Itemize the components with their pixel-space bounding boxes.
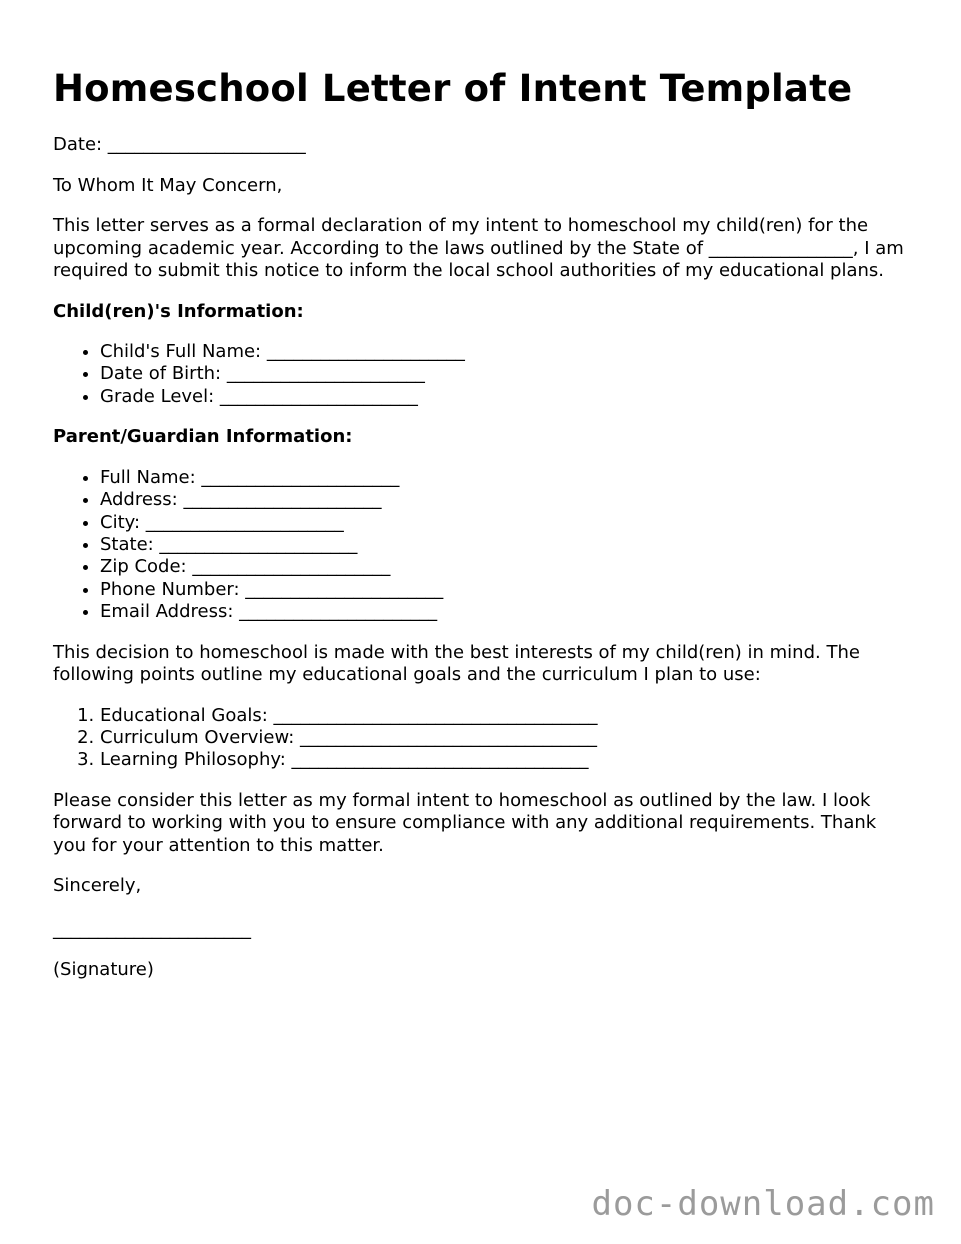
list-item-full-name: • Full Name: ______________________: [100, 467, 913, 489]
list-item-phone-number: • Phone Number: ______________________: [100, 579, 913, 601]
date-line: Date: ______________________: [53, 134, 306, 155]
signature-label: (Signature): [53, 959, 154, 981]
decision-paragraph: This decision to homeschool is made with the best interests of my child(ren) in mind. The following points outline my educational goals and the curriculum I plan to use:: [53, 641, 860, 686]
list-item-email-address: • Email Address: ______________________: [100, 601, 913, 623]
signature-line: ______________________: [53, 918, 251, 940]
document-title: Homeschool Letter of Intent Template: [53, 67, 853, 110]
parent-info-heading: Parent/Guardian Information:: [53, 426, 353, 448]
letter-document: [53, 64, 913, 1000]
list-item-curriculum-overview: 2. Curriculum Overview: _________________________________: [100, 727, 913, 749]
list-item-child-full-name: • Child's Full Name: ______________________: [100, 341, 913, 363]
list-item-address: • Address: ______________________: [100, 489, 913, 511]
parent-info-list: [53, 467, 913, 624]
salutation: To Whom It May Concern,: [53, 174, 283, 196]
list-item-state: • State: ______________________: [100, 534, 913, 556]
list-item-grade-level: • Grade Level: ______________________: [100, 386, 913, 408]
list-item-educational-goals: 1. Educational Goals: ____________________________________: [100, 705, 913, 727]
goals-list: [53, 705, 913, 772]
valediction: Sincerely,: [53, 875, 142, 897]
watermark-text: doc-download.com: [591, 1184, 935, 1224]
children-info-list: [53, 341, 913, 408]
list-item-city: • City: ______________________: [100, 512, 913, 534]
list-item-date-of-birth: • Date of Birth: ______________________: [100, 363, 913, 385]
list-item-learning-philosophy: 3. Learning Philosophy: _________________________________: [100, 749, 913, 771]
children-info-heading: Child(ren)'s Information:: [53, 300, 304, 322]
closing-paragraph: Please consider this letter as my formal intent to homeschool as outlined by the law. I look forward to working with you to ensure compliance with any additional requirements. Thank you for your attention to this matter.: [53, 789, 877, 856]
intro-paragraph: This letter serves as a formal declaration of my intent to homeschool my child(ren) for the upcoming academic year. According to the laws outlined by the State of ________________, I am required to submit this notice to inform the local school authorities of my educational plans.: [53, 215, 904, 281]
list-item-zip-code: • Zip Code: ______________________: [100, 556, 913, 578]
